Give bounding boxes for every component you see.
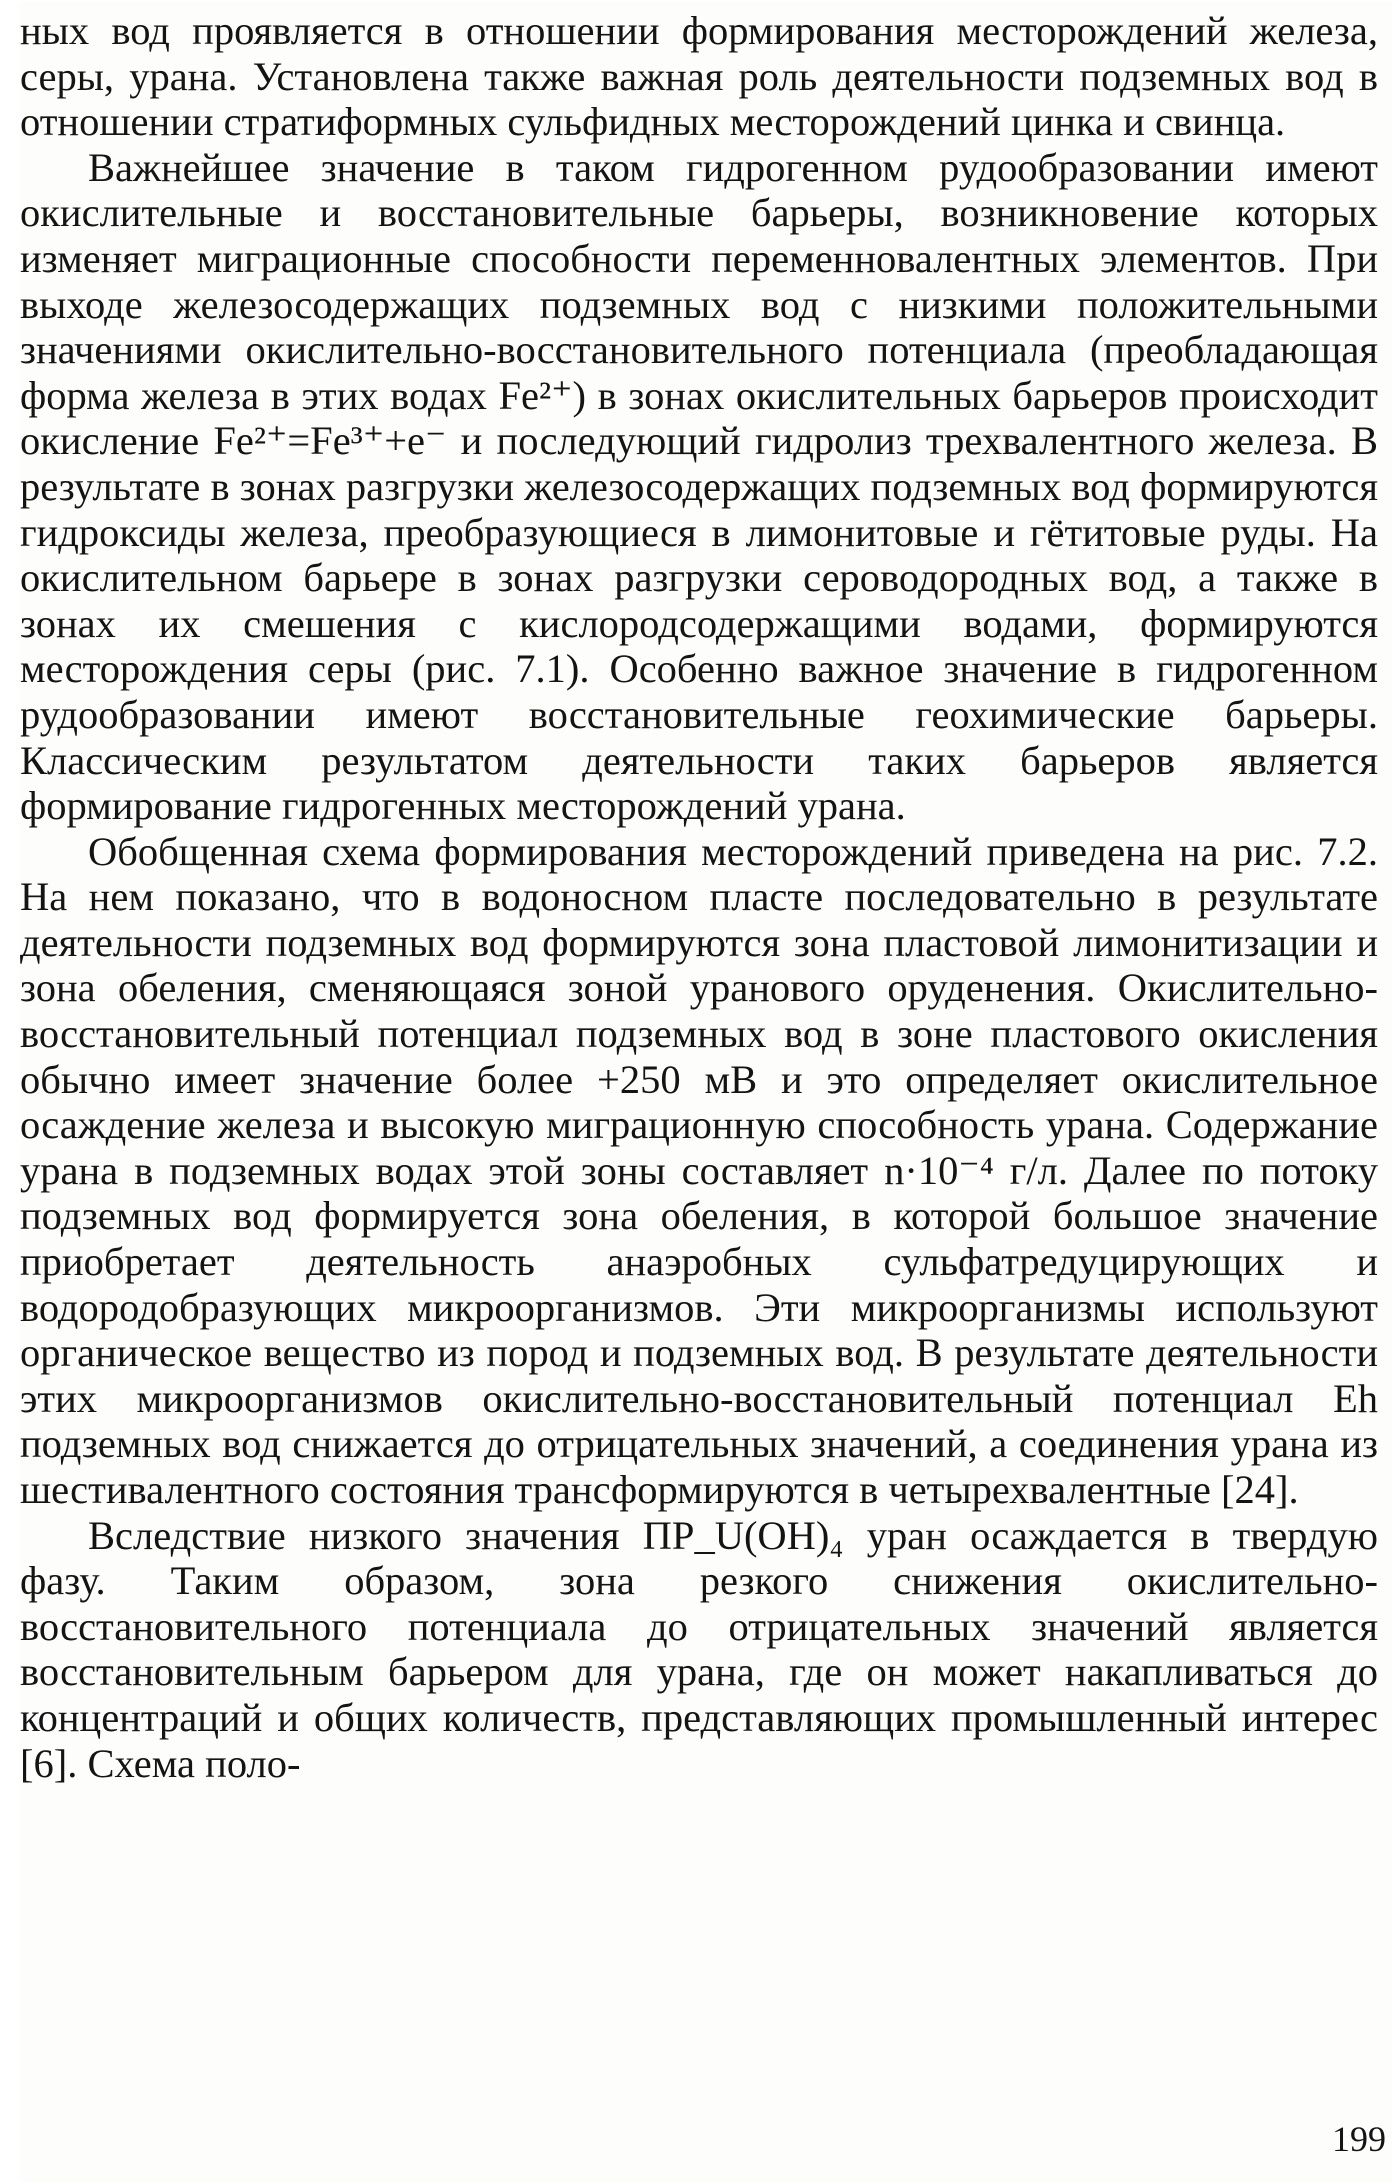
paragraph-continuation: ных вод проявляется в отношении формирования месторождений железа, серы, урана. Установлена также важная роль деятельности подземных вод в отношении стратиформных сульфидных месторождений цинка и свинца. — [20, 8, 1378, 145]
page-number: 199 — [1332, 2119, 1386, 2159]
body-text — [20, 8, 1378, 1786]
book-page — [20, 2, 1392, 2182]
paragraph-uranium-scheme: Обобщенная схема формирования месторождений приведена на рис. 7.2. На нем показано, что в водоносном пласте последовательно в результате деятельности подземных вод формируются зона пластовой лимонитизации и зона обеления, сменяющаяся зоной уранового оруденения. Окислительно-восстановительный потенциал подземных вод в зоне пластового окисления обычно имеет значение более +250 мВ и это определяет окислительное осаждение железа и высокую миграционную способность урана. Содержание урана в подземных водах этой зоны составляет n·10⁻⁴ г/л. Далее по потоку подземных вод формируется зона обеления, в которой большое значение приобретает деятельность анаэробных сульфатредуцирующих и водородобразующих микроорганизмов. Эти микроорганизмы используют органическое вещество из пород и подземных вод. В результате деятельности этих микроорганизмов окислительно-восстановительный потенциал Eh подземных вод снижается до отрицательных значений, а соединения урана из шестивалентного состояния трансформируются в четырехвалентные [24]. — [20, 828, 1378, 1512]
paragraph-uranium-precipitation: Вследствие низкого значения ПР_U(OH)₄ уран осаждается в твердую фазу. Таким образом, зона резкого снижения окислительно-восстановительного потенциала до отрицательных значений является восстановительным барьером для урана, где он может накапливаться до концентраций и общих количеств, представляющих промышленный интерес [6]. Схема поло- — [20, 1512, 1378, 1786]
paragraph-redox-barriers: Важнейшее значение в таком гидрогенном рудообразовании имеют окислительные и восстановительные барьеры, возникновение которых изменяет миграционные способности переменновалентных элементов. При выходе железосодержащих подземных вод с низкими положительными значениями окислительно-восстановительного потенциала (преобладающая форма железа в этих водах Fe²⁺) в зонах окислительных барьеров происходит окисление Fe²⁺=Fe³⁺+e⁻ и последующий гидролиз трехвалентного железа. В результате в зонах разгрузки железосодержащих подземных вод формируются гидроксиды железа, преобразующиеся в лимонитовые и гётитовые руды. На окислительном барьере в зонах разгрузки сероводородных вод, а также в зонах их смешения с кислородсодержащими водами, формируются месторождения серы (рис. 7.1). Особенно важное значение в гидрогенном рудообразовании имеют восстановительные геохимические барьеры. Классическим результатом деятельности таких барьеров является формирование гидрогенных месторождений урана. — [20, 144, 1378, 829]
